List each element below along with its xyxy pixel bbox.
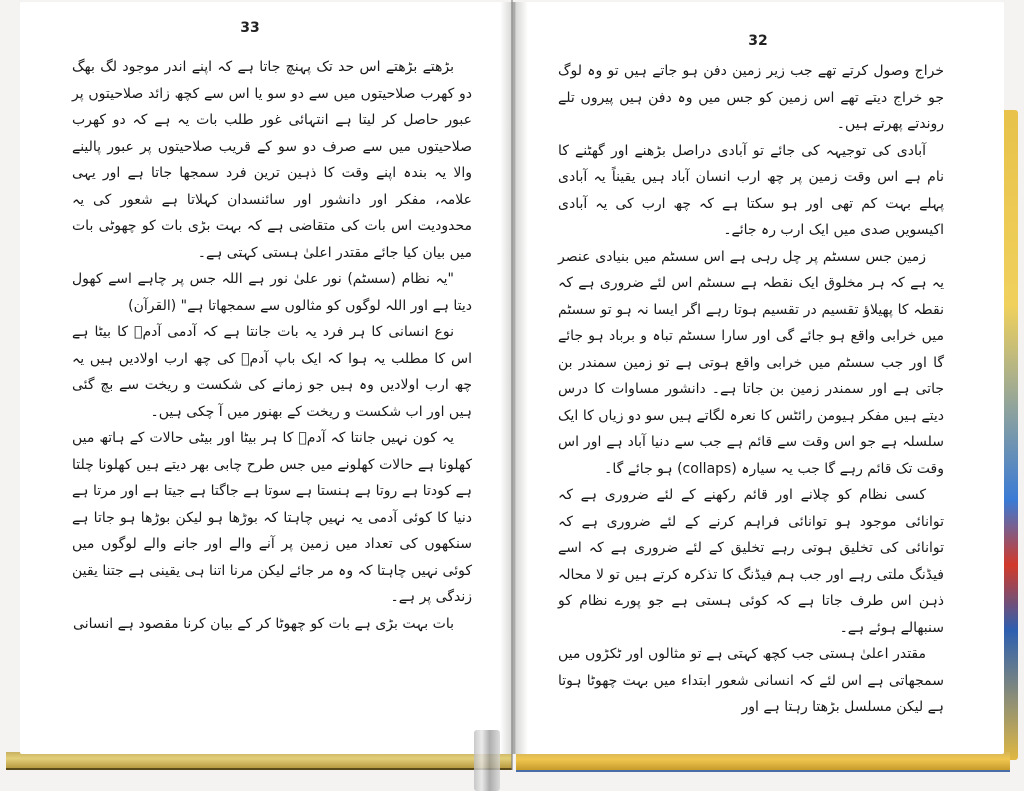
paragraph: کسی نظام کو چلانے اور قائم رکھنے کے لئے ضروری ہے کہ توانائی موجود ہو توانائی فراہم کرنے کے لئے ضروری ہے کہ توانائی کی تخلیق ہوتی رہے تخلیق کے لئے ضروری ہے کہ اسے فیڈنگ ملتی رہے اور جب ہم فیڈنگ کا تذکرہ کرتے ہیں تو لا محالہ ذہن اس طرف جاتا ہے کہ کوئی ہستی ہے جو پورے نظام کو سنبھالے ہوئے ہے۔ [558,487,944,636]
spine-shadow [511,0,513,770]
paragraph: آبادی کی توجیہہ کی جائے تو آبادی دراصل بڑھنے اور گھٹنے کا نام ہے اس وقت زمین پر چھ ارب انسان آباد ہیں یقیناً یہ آبادی پہلے بہت کم تھی اور ہو سکتا ہے کہ چھ ارب کی یہ آبادی اکیسویں صدی میں ایک ارب رہ جائے۔ [558,142,944,238]
paragraph: نوع انسانی کا ہر فرد یہ بات جانتا ہے کہ آدمی آدمؑ کا بیٹا ہے اس کا مطلب یہ ہوا کہ ایک باپ آدمؑ کی چھ ارب اولادیں ہیں یہ چھ ارب اولادیں وہ ہیں جو زمانے کی شکست و ریخت سے بچ گئی ہیں اور اب شکست و ریخت کے بھنور میں آ چکی ہیں۔ [72,324,472,420]
book-cover-edge [1004,110,1018,760]
page-number-left: 33 [240,20,260,36]
quote-paragraph: "یہ نظام (سسٹم) نور علیٰ نور ہے اللہ جس پر چاہے اسے کھول دیتا ہے اور اللہ لوگوں کو مثالوں سے سمجھاتا ہے" (القرآن) [72,271,472,314]
page-edges-right [516,752,1010,772]
book-gutter [500,2,528,754]
page-edges-left [6,752,512,770]
paragraph: بات بہت بڑی ہے بات کو چھوٹا کر کے بیان کرنا مقصود ہے انسانی [73,615,454,632]
paragraph: خراج وصول کرتے تھے جب زیر زمین دفن ہو جاتے ہیں تو وہ لوگ جو خراج دیتے تھے اس زمین کو جس میں وہ دفن ہیں پیروں تلے روندتے پھرتے ہیں۔ [558,63,944,132]
right-page-text [558,58,944,721]
paragraph: بڑھتے بڑھتے اس حد تک پہنچ جاتا ہے کہ اپنے اندر موجود لگ بھگ دو کھرب صلاحیتوں میں سے دو سو یا اس سے کچھ زائد صلاحیتوں پر عبور حاصل کر لیتا ہے انتہائی غور طلب بات یہ ہے کہ دو کھرب صلاحیتوں میں سے صرف دو سو کے قریب صلاحیتوں پر عبور پالینے والا یہ بندہ اپنے وقت کا ذہین ترین فرد سمجھا جاتا ہے اور یہی علامہ، مفکر اور دانشور اور سائنسدان کہلاتا ہے شعور کی یہ محدودیت اس بات کی متقاضی ہے کہ بہت بڑی بات کو چھوٹی بات میں بیان کیا جائے مقتدر اعلیٰ ہستی کہتی ہے۔ [72,59,472,261]
bookmark-ribbon [474,730,500,791]
paragraph: زمین جس سسٹم پر چل رہی ہے اس سسٹم میں بنیادی عنصر یہ ہے کہ ہر مخلوق ایک نقطہ ہے سسٹم اس لئے ضروری ہے کہ نقطہ کا پھیلاؤ تقسیم در تقسیم ہوتا رہے اگر ایسا نہ ہو تو سسٹم میں خرابی واقع ہو جائے گی اور سارا سسٹم تباہ و برباد ہو جائے گا اور جب سسٹم میں خرابی واقع ہوتی ہے تو زمین سمندر بن جاتی ہے اور سمندر زمین بن جاتا ہے۔ دانشور مساوات کا درس دیتے ہیں مفکر ہیومن رائٹس کا نعرہ لگاتے ہیں سو دو زیاں کا ایک سلسلہ ہے جو اس وقت سے قائم ہے جب سے دنیا آباد ہے اور اس وقت تک قائم رہے گا جب یہ سیارہ (collaps) ہو جائے گا۔ [558,248,944,477]
left-page-text [72,54,472,637]
page-number-right: 32 [748,33,768,49]
paragraph: یہ کون نہیں جانتا کہ آدمؑ کا ہر بیٹا اور بیٹی حالات کے ہاتھ میں کھلونا ہے حالات کھلونے میں جس طرح چابی بھر دیتے ہیں کھلونا چلتا ہے کودتا ہے روتا ہے ہنستا ہے سوتا ہے جاگتا ہے جیتا ہے اور مرتا ہے دنیا کا کوئی آدمی یہ نہیں چاہتا کہ بوڑھا ہو لیکن بوڑھا ہو جاتا ہے سنکھوں کی تعداد میں زمین پر آنے والے اور جانے والے لوگوں میں کوئی نہیں چاہتا کہ وہ مر جائے لیکن مرنا اتنا ہی یقینی ہے جتنا یقین زندگی پر ہے۔ [72,430,472,605]
paragraph: مقتدر اعلیٰ ہستی جب کچھ کہتی ہے تو مثالوں اور ٹکڑوں میں سمجھاتی ہے اس لئے کہ انسانی شعور ابتداء میں بہت چھوٹا ہوتا ہے لیکن مسلسل بڑھتا رہتا ہے اور [558,646,944,715]
